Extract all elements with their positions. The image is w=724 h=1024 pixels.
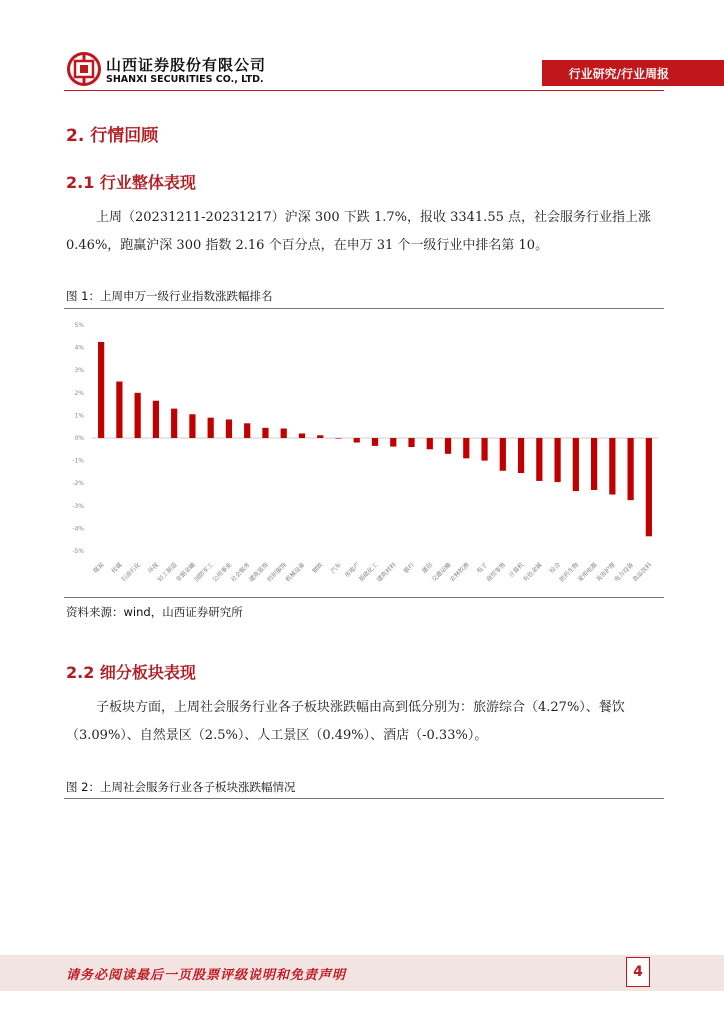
bar-商贸零售: [500, 438, 506, 471]
bar-钢铁: [317, 435, 323, 438]
bar-公用事业: [226, 419, 232, 438]
y-tick-label: -3%: [72, 502, 84, 510]
figure1-top-rule: [64, 308, 664, 309]
x-tick-label: 商贸零售: [485, 561, 508, 584]
bar-基础化工: [372, 438, 378, 446]
industry-overall-paragraph: 上周（20231211-20231217）沪深 300 下跌 1.7%，报收 3341.55 点，社会服务行业指上涨 0.46%，跑赢沪深 300 指数 2.16 个百分点，在申万 31 个一级行业中排名第 10。: [66, 210, 651, 253]
industry-index-change-chart: [64, 313, 664, 595]
x-tick-label: 公用事业: [211, 561, 234, 584]
bar-医药生物: [573, 438, 579, 491]
section-title: 2. 行情回顾: [66, 126, 159, 146]
y-tick-label: -1%: [72, 457, 84, 465]
x-tick-label: 建筑材料: [375, 561, 398, 584]
figure1-source: 资料来源：wind，山西证券研究所: [66, 605, 243, 619]
company-name-en: SHANXI SECURITIES CO., LTD.: [106, 74, 264, 85]
bar-美容护理: [609, 438, 615, 495]
report-type-tag: 行业研究/行业周报: [568, 67, 669, 81]
y-tick-label: 3%: [74, 367, 84, 375]
bar-计算机: [518, 438, 524, 473]
sub-sectors-paragraph: 子板块方面，上周社会服务行业各子板块涨跌幅由高到低分别为：旅游综合（4.27%）、餐饮（3.09%）、自然景区（2.5%）、人工景区（0.49%）、酒店（-0.33%）。: [66, 700, 625, 743]
x-tick-label: 传媒: [110, 561, 124, 575]
x-tick-label: 家用电器: [576, 561, 599, 584]
y-tick-label: 0%: [74, 435, 84, 442]
bar-电力设备: [628, 438, 634, 500]
figure1-bottom-rule: [64, 597, 664, 598]
bar-环保: [153, 401, 159, 438]
x-tick-label: 国防军工: [193, 561, 216, 584]
page-number: 4: [626, 957, 650, 987]
bar-房地产: [354, 438, 360, 443]
x-tick-label: 钢铁: [311, 561, 325, 575]
bar-非银金融: [189, 414, 195, 438]
x-tick-label: 电子: [475, 561, 489, 575]
bar-银行: [408, 438, 414, 447]
x-tick-label: 有色金属: [521, 561, 544, 584]
x-tick-label: 基础化工: [357, 561, 380, 584]
bar-综合: [554, 438, 560, 482]
bar-轻工制造: [171, 409, 177, 438]
bar-纺织服饰: [281, 429, 287, 438]
x-tick-label: 汽车: [329, 561, 343, 575]
bar-机械设备: [299, 433, 305, 438]
figure2-top-rule: [64, 798, 664, 799]
y-tick-label: 4%: [74, 344, 84, 352]
bar-有色金属: [536, 438, 542, 481]
bar-社会服务: [244, 423, 250, 438]
y-tick-label: -4%: [72, 525, 84, 533]
y-tick-label: 5%: [74, 322, 84, 329]
bar-电子: [481, 438, 487, 461]
y-tick-label: 1%: [74, 412, 84, 420]
x-tick-label: 房地产: [343, 561, 362, 580]
x-tick-label: 食品饮料: [631, 561, 654, 584]
header-divider: [64, 90, 664, 91]
company-name-cn: 山西证券股份有限公司: [106, 56, 267, 74]
x-tick-label: 石油石化: [120, 561, 143, 584]
x-tick-label: 综合: [548, 561, 562, 575]
x-tick-label: 非银金融: [174, 561, 197, 584]
x-tick-label: 社会服务: [229, 561, 252, 584]
shanxi-securities-logo-icon: [66, 52, 102, 86]
bar-汽车: [335, 438, 341, 439]
x-tick-label: 农林牧渔: [448, 561, 471, 584]
x-tick-label: 环保: [146, 561, 161, 575]
y-tick-label: -2%: [72, 480, 84, 488]
x-tick-label: 煤炭: [92, 561, 106, 575]
x-tick-label: 通信: [420, 561, 435, 575]
bar-石油石化: [135, 393, 141, 438]
bar-家用电器: [591, 438, 597, 490]
bar-建筑材料: [390, 438, 396, 447]
bar-食品饮料: [646, 438, 652, 536]
subsection-title-sub-sectors: 2.2 细分板块表现: [66, 663, 196, 682]
x-tick-label: 纺织服饰: [266, 561, 289, 584]
page-header: [0, 0, 724, 100]
bar-建筑装饰: [262, 428, 268, 438]
figure2-caption: 图 2：上周社会服务行业各子板块涨跌幅情况: [66, 780, 296, 794]
bar-传媒: [116, 382, 122, 439]
x-tick-label: 机械设备: [284, 561, 307, 584]
x-tick-label: 计算机: [507, 561, 526, 580]
bar-通信: [427, 438, 433, 449]
x-tick-label: 轻工制造: [156, 561, 179, 584]
x-tick-label: 银行: [402, 561, 416, 575]
bar-煤炭: [98, 342, 104, 438]
x-tick-label: 交通运输: [430, 561, 453, 584]
footer-disclaimer: 请务必阅读最后一页股票评级说明和免责声明: [66, 968, 347, 983]
bar-国防军工: [208, 418, 214, 438]
bar-农林牧渔: [463, 438, 469, 458]
x-tick-label: 美容护理: [594, 561, 617, 584]
bar-交通运输: [445, 438, 451, 454]
x-tick-label: 建筑装饰: [247, 561, 270, 584]
x-tick-label: 医药生物: [558, 561, 581, 584]
subsection-title-industry-overall: 2.1 行业整体表现: [66, 173, 196, 192]
y-tick-label: -5%: [72, 548, 84, 555]
y-tick-label: 2%: [74, 389, 84, 397]
figure1-caption: 图 1：上周申万一级行业指数涨跌幅排名: [66, 289, 273, 303]
x-tick-label: 电力设备: [613, 561, 636, 584]
